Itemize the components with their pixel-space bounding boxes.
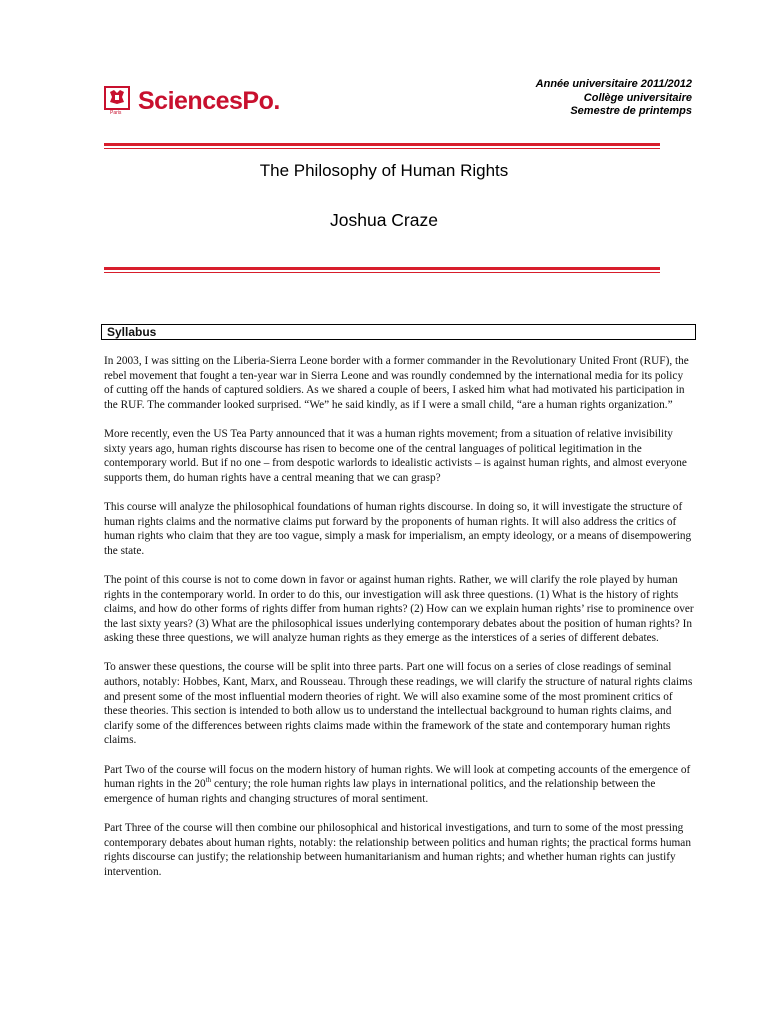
- divider-rule: [104, 272, 660, 273]
- section-heading: Syllabus: [101, 324, 696, 340]
- logo-text: SciencesPo.: [138, 87, 280, 115]
- paragraph: To answer these questions, the course will be split into three parts. Part one will focus on a series of close readings of seminal authors, notably: Hobbes, Kant, Marx, and Rousseau. Through these readings, we will clarify the structure of natural rights claims and present some of the most influential modern theories of right. We will also examine some of the most prominent critics of these theories. This section is intended to both allow us to understand the intellectual background to human rights claims, and clarify some of the differences between rights claims made within the framework of the state and contemporary human rights claims.: [104, 661, 693, 747]
- sciencespo-logo: [104, 86, 280, 116]
- info-line: Collège universitaire: [583, 91, 692, 104]
- syllabus-body: [104, 354, 694, 894]
- paragraph-text: Part Two of the course will focus on the modern history of human rights. We will look at competing accounts of the emergence of human rights in the 20: [104, 763, 691, 791]
- paragraph: The point of this course is not to come down in favor or against human rights. Rather, we will clarify the role played by human rights in the contemporary world. In order to do this, our investigation will ask three questions. (1) What is the history of rights claims, and how do other forms of rights differ from human rights? (2) How can we explain human rights’ rise to prominence over the last sixty years? (3) What are the philosophical issues underlying contemporary debates about the position of human rights? In asking these three questions, we will analyze human rights as they emerge as the interstices of a series of different debates.: [104, 573, 694, 645]
- divider-rule: [104, 143, 660, 146]
- divider-rule: [104, 148, 660, 149]
- paragraph: More recently, even the US Tea Party announced that it was a human rights movement; from a situation of relative invisibility sixty years ago, human rights discourse has risen to become one of the central languages of political legitimation in the contemporary world. But if no one – from despotic warlords to idealistic activists – is against human rights, and almost everyone supports them, do human rights have a central meaning that we can grasp?: [104, 427, 687, 484]
- paragraph: Part Three of the course will then combine our philosophical and historical investigations, and turn to some of the most pressing contemporary debates about human rights, notably: the relationship between politics and human rights; the practical forms human rights discourse can justify; the relationship between humanitarianism and human rights; and whether human rights can justify intervention.: [104, 822, 691, 878]
- crest-icon: [104, 86, 132, 116]
- paragraph-text: century; the role human rights law plays in international politics, and the relationship between the emergence of human rights and changing structures of moral sentiment.: [104, 778, 656, 805]
- course-title: The Philosophy of Human Rights: [259, 161, 509, 180]
- divider-rule: [104, 267, 660, 270]
- info-line: Année universitaire 2011/2012: [535, 78, 692, 90]
- course-author: Joshua Craze: [330, 210, 438, 230]
- info-line: Semestre de printemps: [570, 105, 692, 117]
- paragraph: [104, 763, 694, 807]
- academic-year-info: [536, 78, 692, 119]
- superscript: th: [205, 776, 212, 785]
- paragraph: This course will analyze the philosophical foundations of human rights discourse. In doing so, it will investigate the structure of human rights claims and the normative claims put forward by the proponents of human rights. It will also address the critics of human rights who claim that they are too vague, simply a mask for imperialism, an empty ideology, or a means of disempowering the state.: [104, 500, 692, 557]
- crest-caption: Paris: [110, 110, 122, 116]
- paragraph: In 2003, I was sitting on the Liberia-Sierra Leone border with a former commander in the Revolutionary United Front (RUF), the rebel movement that fought a ten-year war in Sierra Leone and was roundly condemned by the international media for its policy of cutting off the hands of captured soldiers. As we shared a couple of beers, I asked him what had motivated his participation in the RUF. The commander looked surprised. “We” he said kindly, as if I were a small child, “are a human rights organization.”: [104, 355, 689, 411]
